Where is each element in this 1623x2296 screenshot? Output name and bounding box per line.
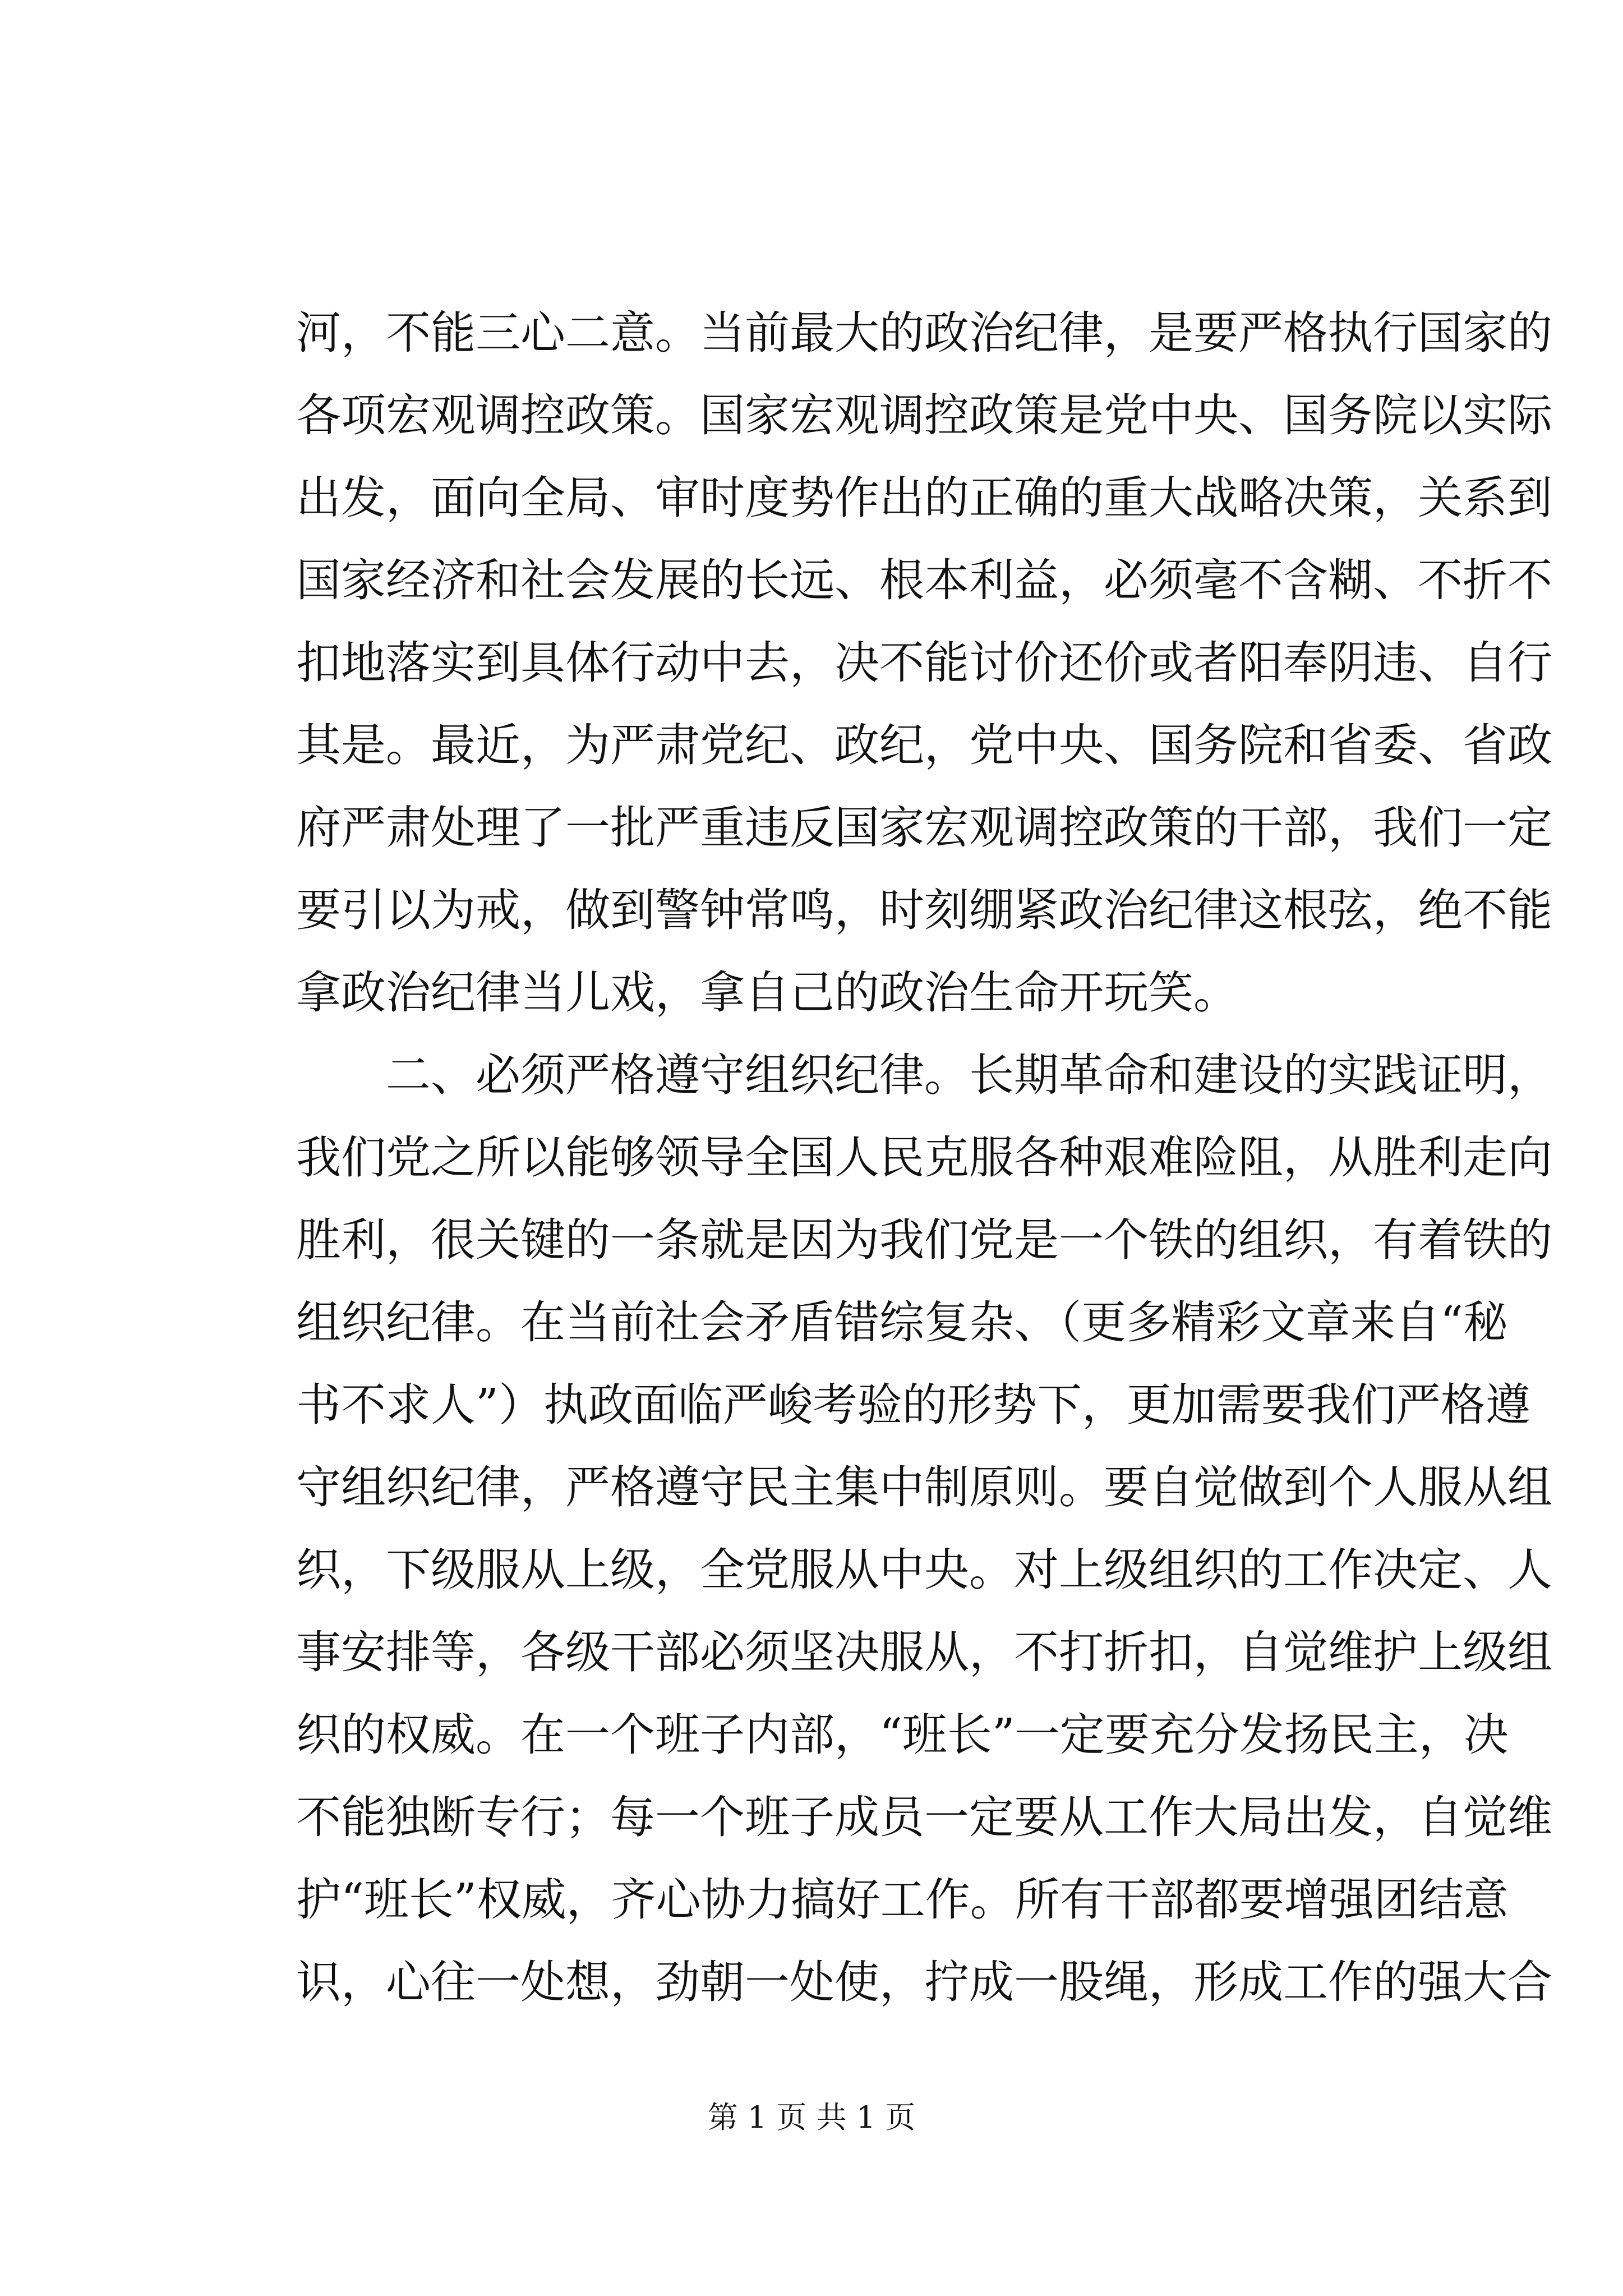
- text-line: 守组织纪律，严格遵守民主集中制原则。要自觉做到个人服从组: [296, 1461, 1552, 1513]
- section-heading-line: 二、必须严格遵守组织纪律。长期革命和建设的实践证明，: [296, 1049, 1552, 1101]
- text-line: 我们党之所以能够领导全国人民克服各种艰难险阻，从胜利走向: [296, 1131, 1552, 1184]
- text-line: 各项宏观调控政策。国家宏观调控政策是党中央、国务院以实际: [296, 389, 1552, 441]
- text-line: 组织纪律。在当前社会矛盾错综复杂、（更多精彩文章来自“秘: [296, 1296, 1508, 1349]
- text-line: 护“班长”权威，齐心协力搞好工作。所有干部都要增强团结意: [296, 1874, 1509, 1926]
- text-line: 织的权威。在一个班子内部，“班长”一定要充分发扬民主，决: [296, 1709, 1509, 1761]
- page-footer: [0, 2098, 1623, 2137]
- text-line: 事安排等，各级干部必须坚决服从，不打折扣，自觉维护上级组: [296, 1626, 1552, 1678]
- text-line: 国家经济和社会发展的长远、根本利益，必须毫不含糊、不折不: [296, 554, 1552, 606]
- text-line: 要引以为戒，做到警钟常鸣，时刻绷紧政治纪律这根弦，绝不能: [296, 884, 1552, 936]
- text-line: 出发，面向全局、审时度势作出的正确的重大战略决策，关系到: [296, 472, 1552, 524]
- text-line: 其是。最近，为严肃党纪、政纪，党中央、国务院和省委、省政: [296, 719, 1552, 771]
- paragraph-end-line: 拿政治纪律当儿戏，拿自己的政治生命开玩笑。: [296, 967, 1238, 1019]
- text-line: 扣地落实到具体行动中去，决不能讨价还价或者阳奉阴违、自行: [296, 637, 1552, 689]
- text-line: 识，心往一处想，劲朝一处使，拧成一股绳，形成工作的强大合: [296, 1956, 1552, 2008]
- text-line: 胜利，很关键的一条就是因为我们党是一个铁的组织，有着铁的: [296, 1214, 1552, 1266]
- text-line: 织，下级服从上级，全党服从中央。对上级组织的工作决定、人: [296, 1544, 1552, 1596]
- text-line: 府严肃处理了一批严重违反国家宏观调控政策的干部，我们一定: [296, 802, 1552, 854]
- text-line: 书不求人”）执政面临严峻考验的形势下，更加需要我们严格遵: [296, 1379, 1530, 1431]
- document-body: [296, 292, 1552, 2023]
- text-line: 河，不能三心二意。当前最大的政治纪律，是要严格执行国家的: [296, 307, 1552, 359]
- page-number-label: 第 1 页 共 1 页: [707, 2100, 916, 2135]
- text-line: 不能独断专行；每一个班子成员一定要从工作大局出发，自觉维: [296, 1791, 1552, 1843]
